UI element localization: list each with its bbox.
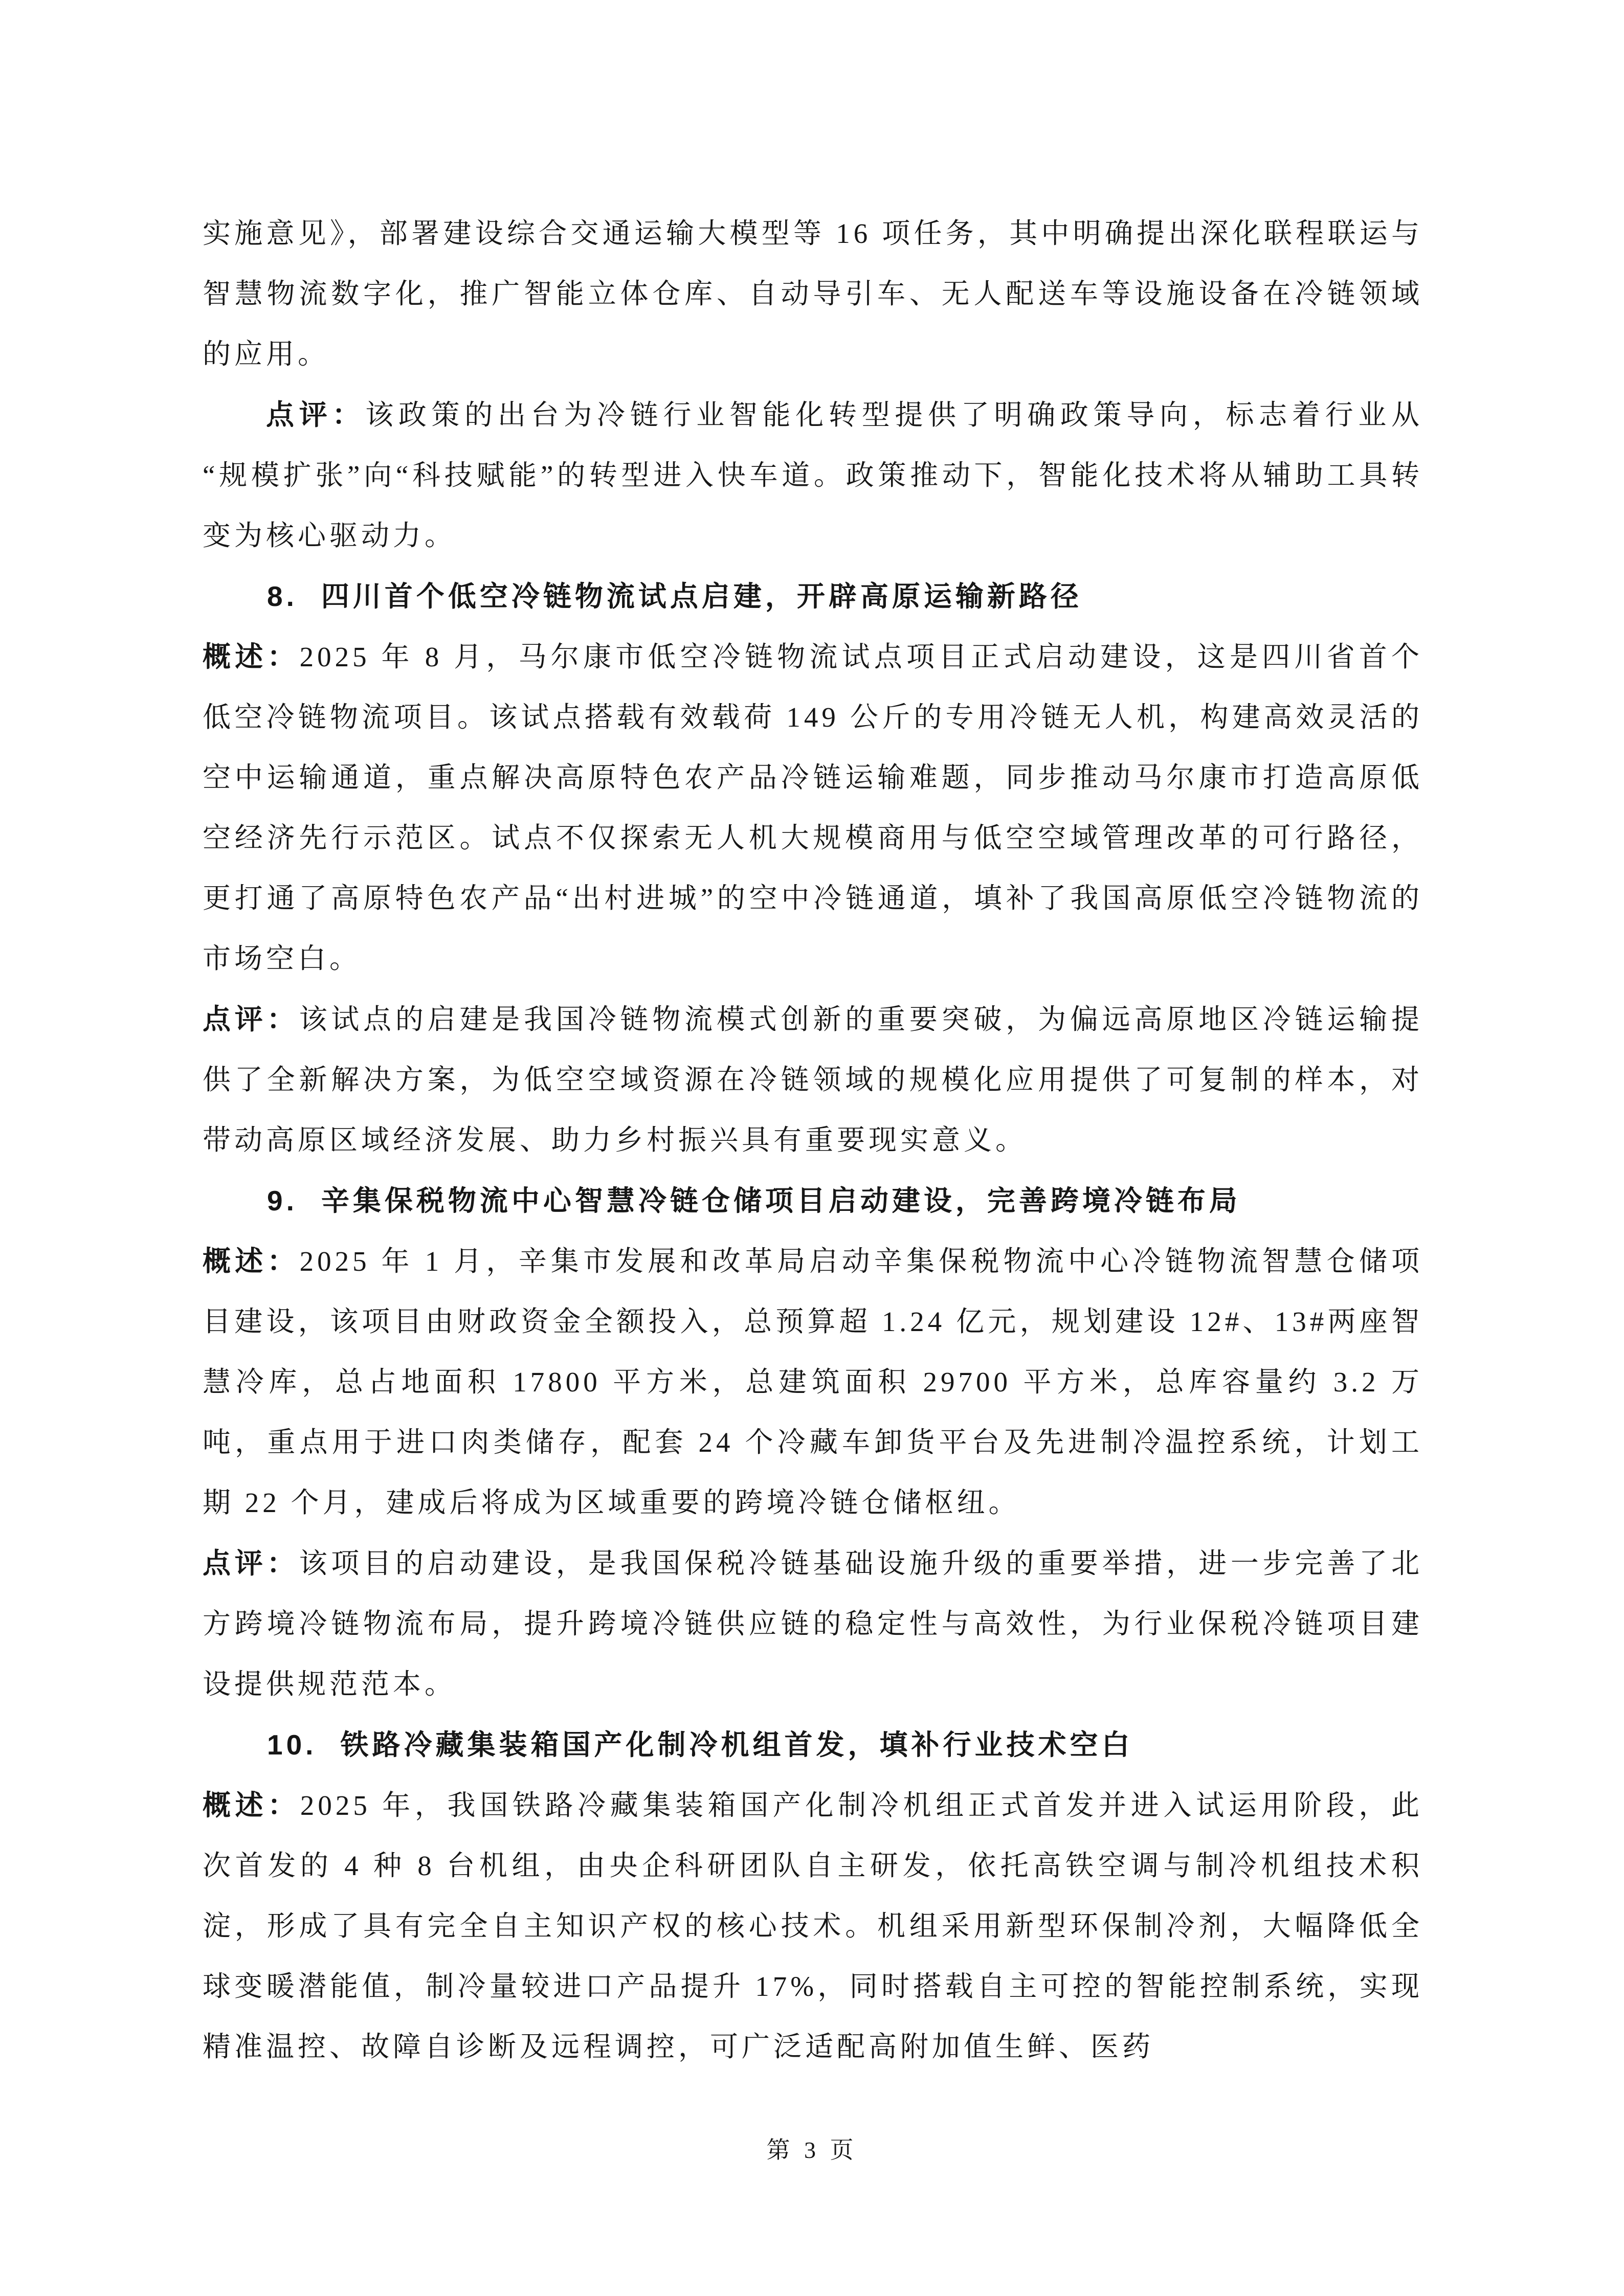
comment-text: 该项目的启动建设，是我国保税冷链基础设施升级的重要举措，进一步完善了北方跨境冷链物流布局，提升跨境冷链供应链的稳定性与高效性，为行业保税冷链项目建设提供规范范本。 (203, 1548, 1423, 1700)
comment-text: 该政策的出台为冷链行业智能化转型提供了明确政策导向，标志着行业从“规模扩张”向“科技赋能”的转型进入快车道。政策推动下，智能化技术将从辅助工具转变为核心驱动力。 (203, 399, 1423, 551)
news-item-9 (203, 1170, 1423, 1715)
news-item-8 (203, 566, 1423, 1170)
item-comment-paragraph (203, 989, 1423, 1170)
item-number: 8. (267, 580, 298, 612)
comment-label: 点评： (203, 1547, 299, 1579)
item-title: 四川首个低空冷链物流试点启建，开辟高原运输新路径 (321, 580, 1082, 612)
page-number (0, 2131, 1624, 2165)
item7-comment-paragraph (203, 385, 1423, 566)
item-overview-paragraph (203, 1775, 1423, 2077)
overview-label: 概述： (203, 641, 300, 672)
comment-label: 点评： (203, 1003, 299, 1035)
item-number: 9. (267, 1185, 298, 1217)
item-number: 10. (267, 1729, 317, 1761)
item-heading (203, 566, 1423, 626)
overview-text: 2025 年，我国铁路冷藏集装箱国产化制冷机组正式首发并进入试运用阶段，此次首发的 4 种 8 台机组，由央企科研团队自主研发，依托高铁空调与制冷机组技术积淀，形成了具有完全自主知识产权的核心技术。机组采用新型环保制冷剂，大幅降低全球变暖潜能值，制冷量较进口产品提升 17%，同时搭载自主可控的智能控制系统，实现精准温控、故障自诊断及远程调控，可广泛适配高附加值生鲜、医药 (203, 1790, 1423, 2062)
page-number-label: 第 3 页 (766, 2137, 858, 2163)
item-heading (203, 1170, 1423, 1231)
news-item-10 (203, 1715, 1423, 2077)
item-title: 辛集保税物流中心智慧冷链仓储项目启动建设，完善跨境冷链布局 (321, 1185, 1241, 1217)
overview-label: 概述： (203, 1245, 300, 1277)
item-heading (203, 1715, 1423, 1775)
overview-text: 2025 年 1 月，辛集市发展和改革局启动辛集保税物流中心冷链物流智慧仓储项目建设，该项目由财政资金全额投入，总预算超 1.24 亿元，规划建设 12#、13#两座智慧冷库，总占地面积 17800 平方米，总建筑面积 29700 平方米，总库容量约 3.2 万吨，重点用于进口肉类储存，配套 24 个冷藏车卸货平台及先进制冷温控系统，计划工期 22 个月，建成后将成为区域重要的跨境冷链仓储枢纽。 (203, 1246, 1423, 1518)
item-overview-paragraph (203, 626, 1423, 989)
overview-text: 2025 年 8 月，马尔康市低空冷链物流试点项目正式启动建设，这是四川省首个低空冷链物流项目。该试点搭载有效载荷 149 公斤的专用冷链无人机，构建高效灵活的空中运输通道，重点解决高原特色农产品冷链运输难题，同步推动马尔康市打造高原低空经济先行示范区。试点不仅探索无人机大规模商用与低空空域管理改革的可行路径，更打通了高原特色农产品“出村进城”的空中冷链通道，填补了我国高原低空冷链物流的市场空白。 (203, 641, 1423, 974)
page-body (203, 204, 1423, 2077)
item-comment-paragraph (203, 1533, 1423, 1715)
comment-text: 该试点的启建是我国冷链物流模式创新的重要突破，为偏远高原地区冷链运输提供了全新解决方案，为低空空域资源在冷链领域的规模化应用提供了可复制的样本，对带动高原区域经济发展、助力乡村振兴具有重要现实意义。 (203, 1004, 1423, 1156)
item-overview-paragraph (203, 1231, 1423, 1533)
comment-label: 点评： (266, 399, 366, 431)
item-title: 铁路冷藏集装箱国产化制冷机组首发，填补行业技术空白 (340, 1729, 1133, 1761)
overview-label: 概述： (203, 1789, 300, 1821)
leading-paragraph (203, 204, 1423, 385)
leading-paragraph-text: 实施意见》，部署建设综合交通运输大模型等 16 项任务，其中明确提出深化联程联运与智慧物流数字化，推广智能立体仓库、自动导引车、无人配送车等设施设备在冷链领域的应用。 (203, 218, 1423, 370)
